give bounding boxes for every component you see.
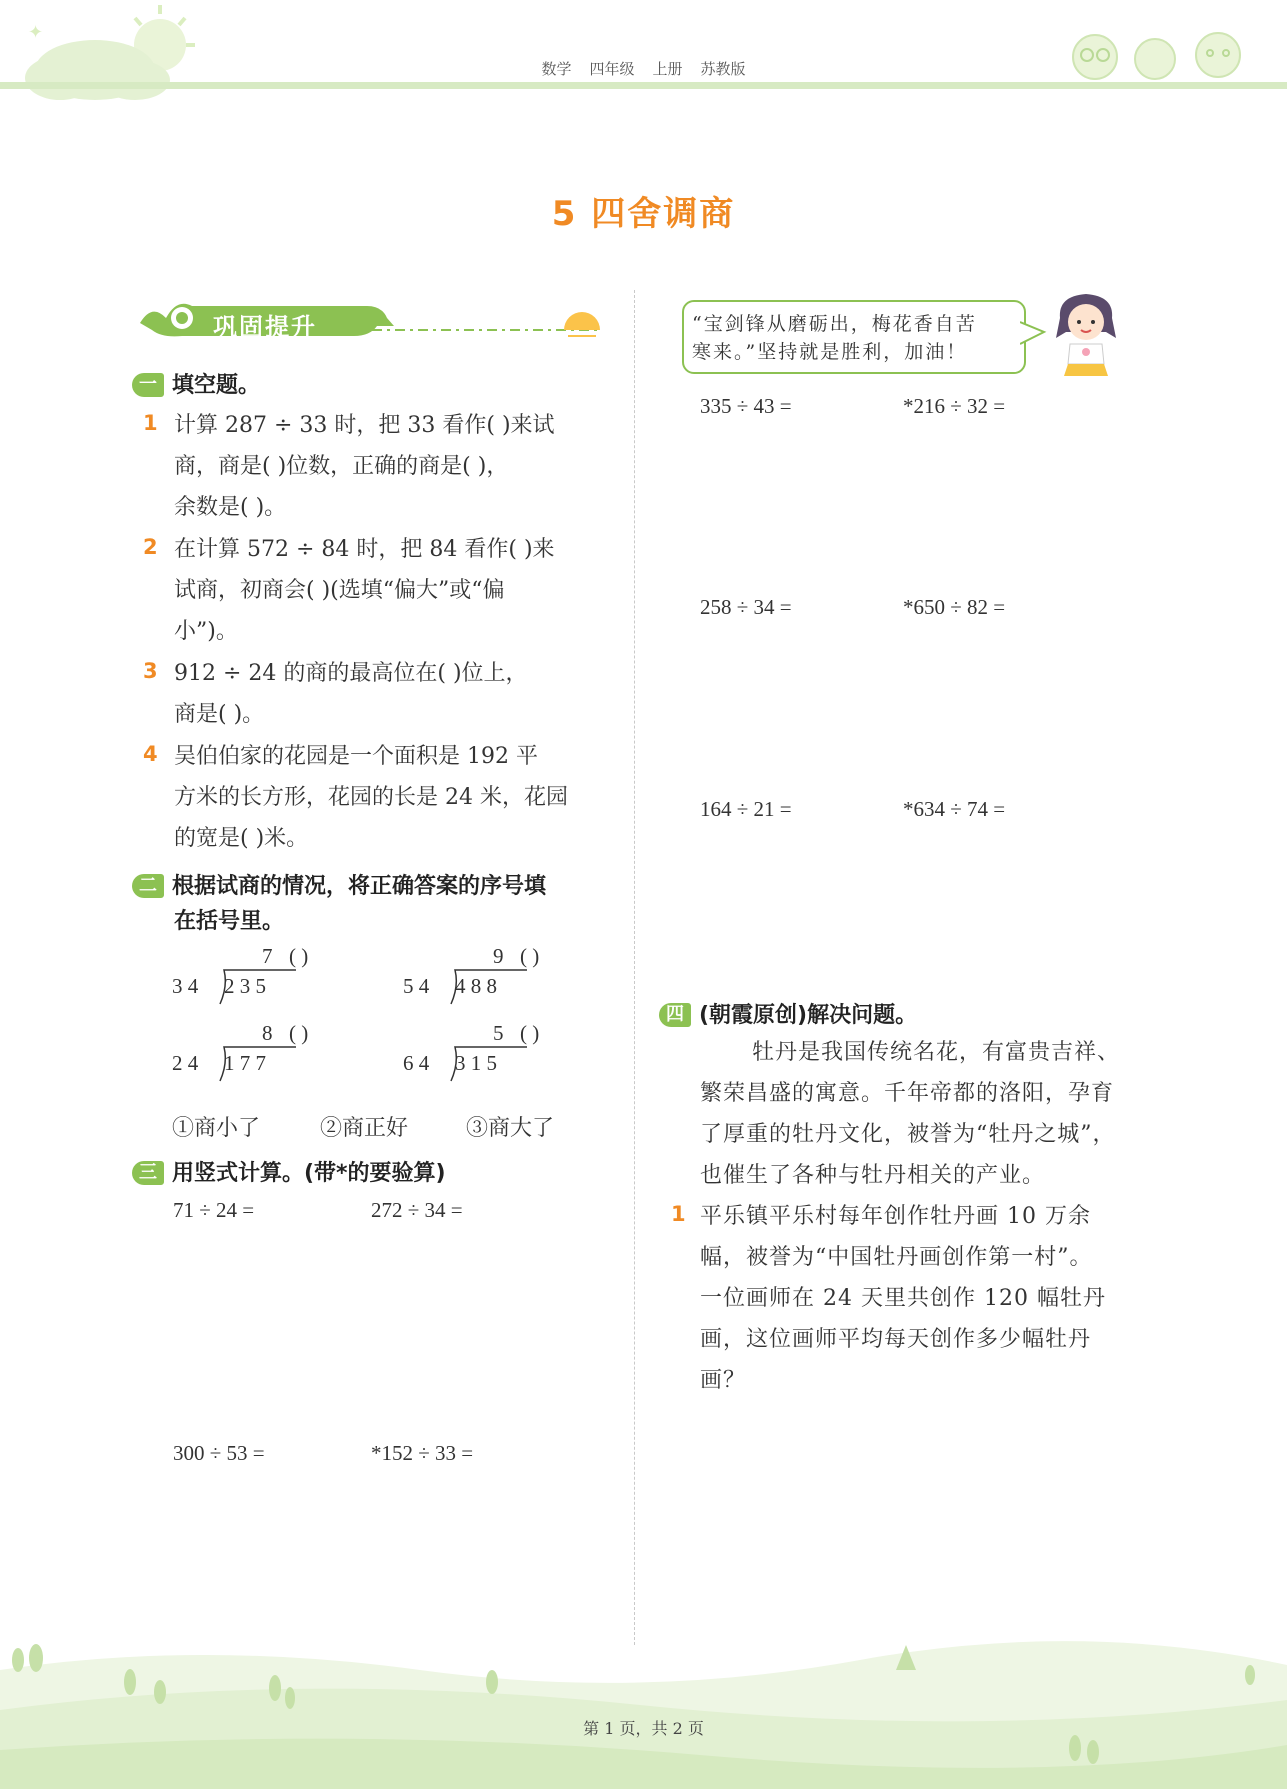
quote-bubble xyxy=(682,300,1026,374)
calc-problem: 164 ÷ 21 = xyxy=(700,797,792,821)
part4-badge: 四 xyxy=(659,1003,691,1027)
quote-line-1: “宝剑锋从磨砺出，梅花香自苦 xyxy=(692,313,977,335)
calc-problem: 71 ÷ 24 = xyxy=(173,1198,255,1222)
section-banner xyxy=(132,288,612,348)
footer-landscape xyxy=(0,1630,1287,1789)
calc-problem: 335 ÷ 43 = xyxy=(700,394,792,418)
question-1-1: 1 计算 287 ÷ 33 时，把 33 看作( )来试 商，商是( )位数，正确的商是( )， 余数是( )。 xyxy=(143,411,555,520)
calc-problem: 272 ÷ 34 = xyxy=(371,1198,463,1222)
part1-badge: 一 xyxy=(132,373,164,397)
calc-problem: 300 ÷ 53 = xyxy=(173,1441,265,1465)
division-item-2: 9 ( ) 5 4 4 8 8 xyxy=(403,944,643,1014)
part3-badge: 三 xyxy=(132,1161,164,1185)
part3-heading: 三 用竖式计算。(带*的要验算) xyxy=(132,1156,446,1187)
part2-heading: 二 根据试商的情况，将正确答案的序号填 xyxy=(132,866,546,907)
calc-problem: *634 ÷ 74 = xyxy=(903,797,1006,821)
question-1-2: 2 在计算 572 ÷ 84 时，把 84 看作( )来 试商，初商会( )(选填“偏大”或“偏 小”)。 xyxy=(143,535,555,644)
question-1-3: 3 912 ÷ 24 的商的最高位在( )位上， 商是( )。 xyxy=(143,659,528,727)
bubble-tail xyxy=(1020,318,1048,348)
part1-title: 填空题。 xyxy=(172,373,261,398)
option-2: ②商正好 xyxy=(320,1116,409,1141)
calc-problem: *650 ÷ 82 = xyxy=(903,595,1006,619)
option-1: ①商小了 xyxy=(172,1116,261,1141)
question-1-4: 4 吴伯伯家的花园是一个面积是 192 平 方米的长方形，花园的长是 24 米，花园 的宽是( )米。 xyxy=(143,742,568,851)
division-item-4: 5 ( ) 6 4 3 1 5 xyxy=(403,1021,643,1091)
calc-problem: 258 ÷ 34 = xyxy=(700,595,792,619)
svg-text:✦: ✦ xyxy=(28,22,44,43)
section-banner-label: 巩固提升 xyxy=(213,313,317,341)
part2-heading-line2: 在括号里。 xyxy=(174,909,285,934)
question-4-1: 1 平乐镇平乐村每年创作牡丹画 10 万余 幅，被誉为“中国牡丹画创作第一村”。 一位画师在 24 天里共创作 120 幅牡丹 画，这位画师平均每天创作多少幅牡丹 画？ xyxy=(671,1202,1106,1393)
page-footer: 第 1 页，共 2 页 xyxy=(583,1719,704,1738)
sun-cloud-decoration xyxy=(0,0,200,110)
running-header: 数学 四年级 上册 苏教版 xyxy=(541,60,746,78)
part2-badge: 二 xyxy=(132,874,164,898)
part4-intro: 牡丹是我国传统名花，有富贵吉祥、 繁荣昌盛的寓意。千年帝都的洛阳，孕育 了厚重的牡丹文化，被誉为“牡丹之城”， 也催生了各种与牡丹相关的产业。 xyxy=(700,1040,1121,1188)
calc-problem: *152 ÷ 33 = xyxy=(371,1441,474,1465)
quote-line-2: 寒来。”坚持就是胜利，加油！ xyxy=(692,341,968,363)
girl-illustration xyxy=(1050,288,1122,380)
lesson-title: 5 四舍调商 xyxy=(551,194,736,234)
part4-heading: 四 (朝霞原创)解决问题。 xyxy=(659,998,917,1029)
calc-problem: *216 ÷ 32 = xyxy=(903,394,1006,418)
division-item-3: 8 ( ) 2 4 1 7 7 xyxy=(172,1021,412,1091)
option-3: ③商大了 xyxy=(466,1116,555,1141)
part1-heading xyxy=(132,368,260,399)
division-item-1: 7 ( ) 3 4 2 3 5 xyxy=(172,944,412,1014)
